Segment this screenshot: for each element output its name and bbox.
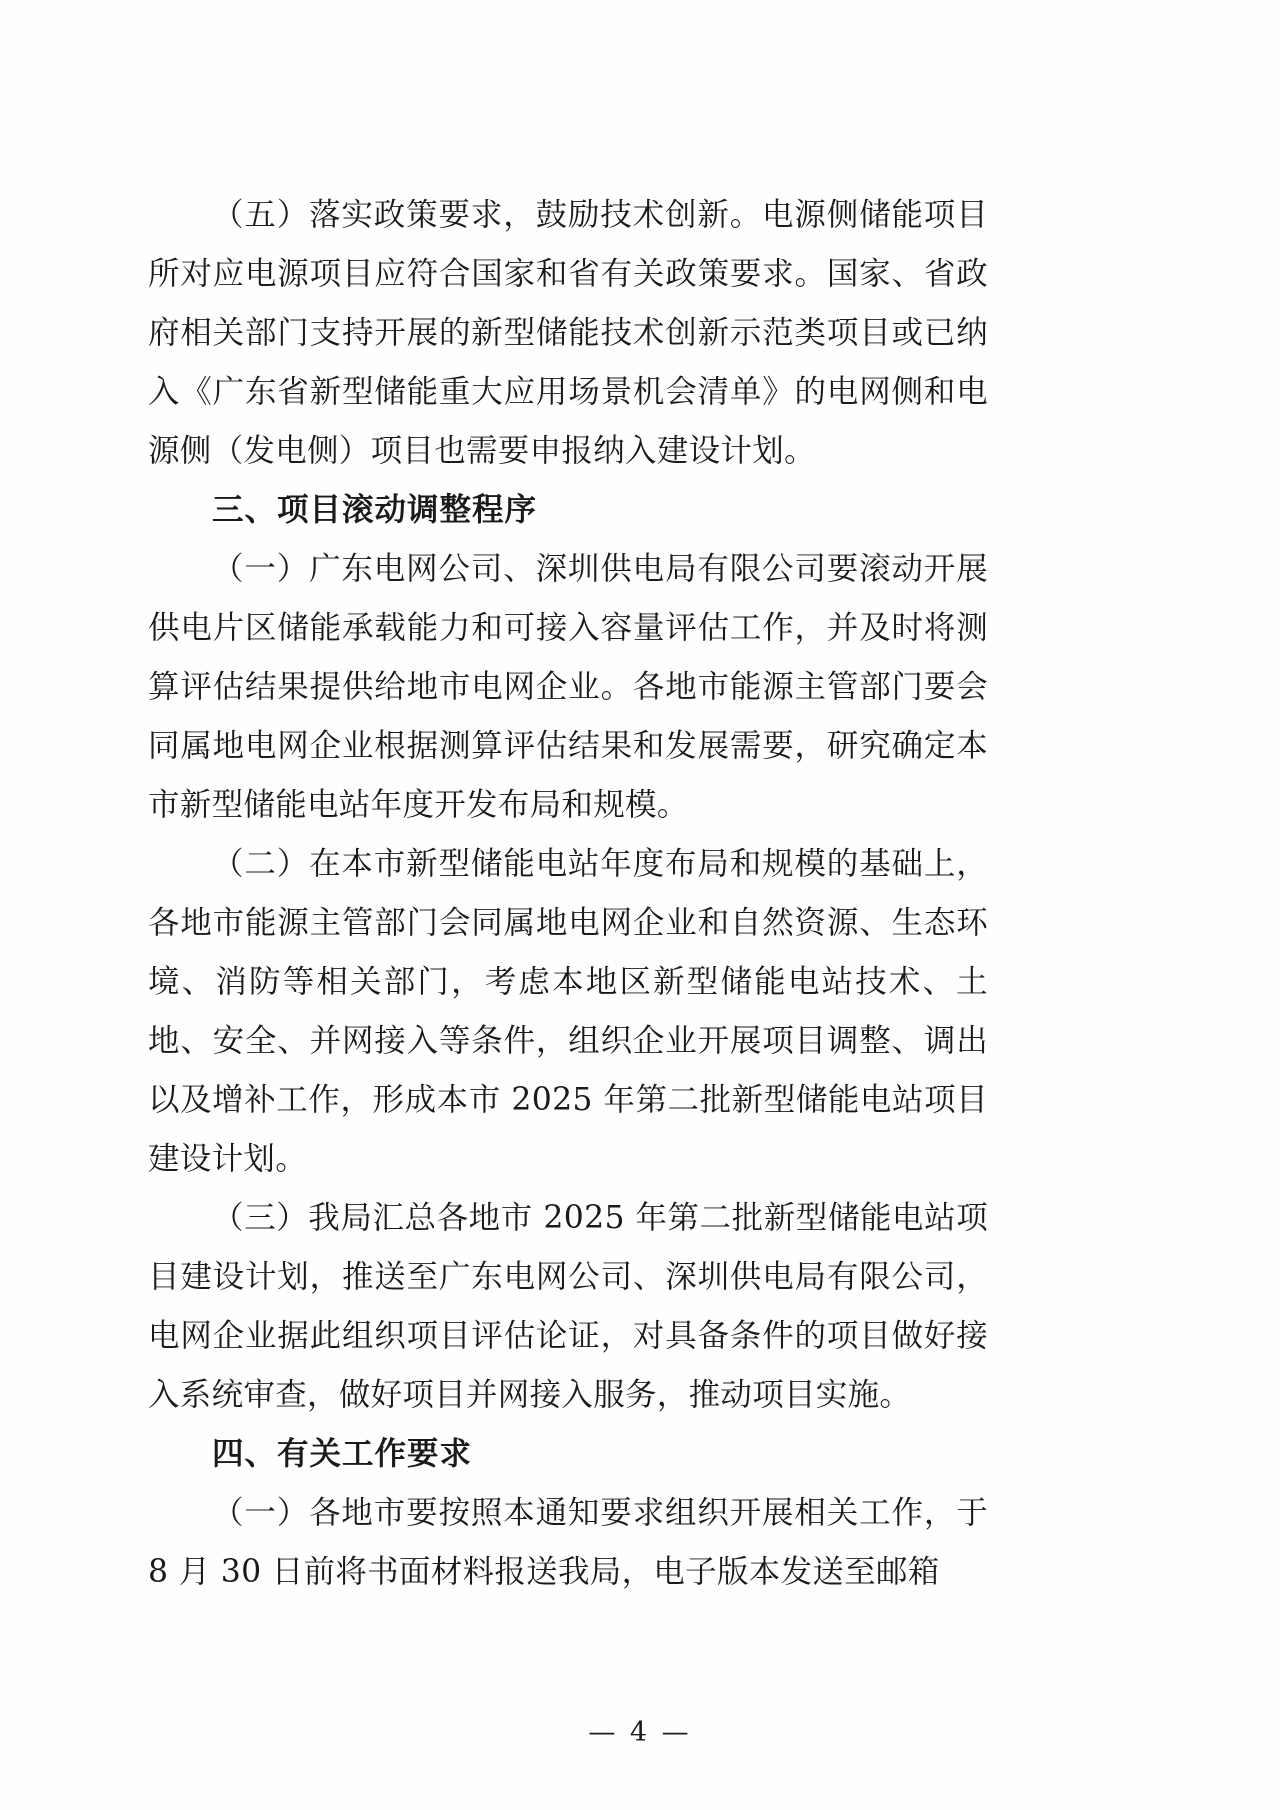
- paragraph-four-1: （一）各地市要按照本通知要求组织开展相关工作，于 8 月 30 日前将书面材料报送我局，电子版本发送至邮箱: [148, 1495, 988, 1590]
- section-heading-four: 四、有关工作要求: [212, 1436, 473, 1472]
- paragraph-three-3: （三）我局汇总各地市 2025 年第二批新型储能电站项目建设计划，推送至广东电网公司、深圳供电局有限公司，电网企业据此组织项目评估论证，对具备条件的项目做好接入系统审查，做好项目并网接入服务，推动项目实施。: [148, 1200, 988, 1413]
- document-body: [148, 186, 988, 1602]
- paragraph-three-2: （二）在本市新型储能电站年度布局和规模的基础上，各地市能源主管部门会同属地电网企业和自然资源、生态环境、消防等相关部门，考虑本地区新型储能电站技术、土地、安全、并网接入等条件，组织企业开展项目调整、调出以及增补工作，形成本市 2025 年第二批新型储能电站项目建设计划。: [148, 846, 988, 1177]
- paragraph-three-1: （一）广东电网公司、深圳供电局有限公司要滚动开展供电片区储能承载能力和可接入容量评估工作，并及时将测算评估结果提供给地市电网企业。各地市能源主管部门要会同属地电网企业根据测算评估结果和发展需要，研究确定本市新型储能电站年度开发布局和规模。: [148, 551, 988, 823]
- section-heading-three: 三、项目滚动调整程序: [212, 492, 538, 528]
- page-number: — 4 —: [588, 1717, 692, 1748]
- paragraph-item-5: （五）落实政策要求，鼓励技术创新。电源侧储能项目所对应电源项目应符合国家和省有关政策要求。国家、省政府相关部门支持开展的新型储能技术创新示范类项目或已纳入《广东省新型储能重大应用场景机会清单》的电网侧和电源侧（发电侧）项目也需要申报纳入建设计划。: [148, 197, 988, 469]
